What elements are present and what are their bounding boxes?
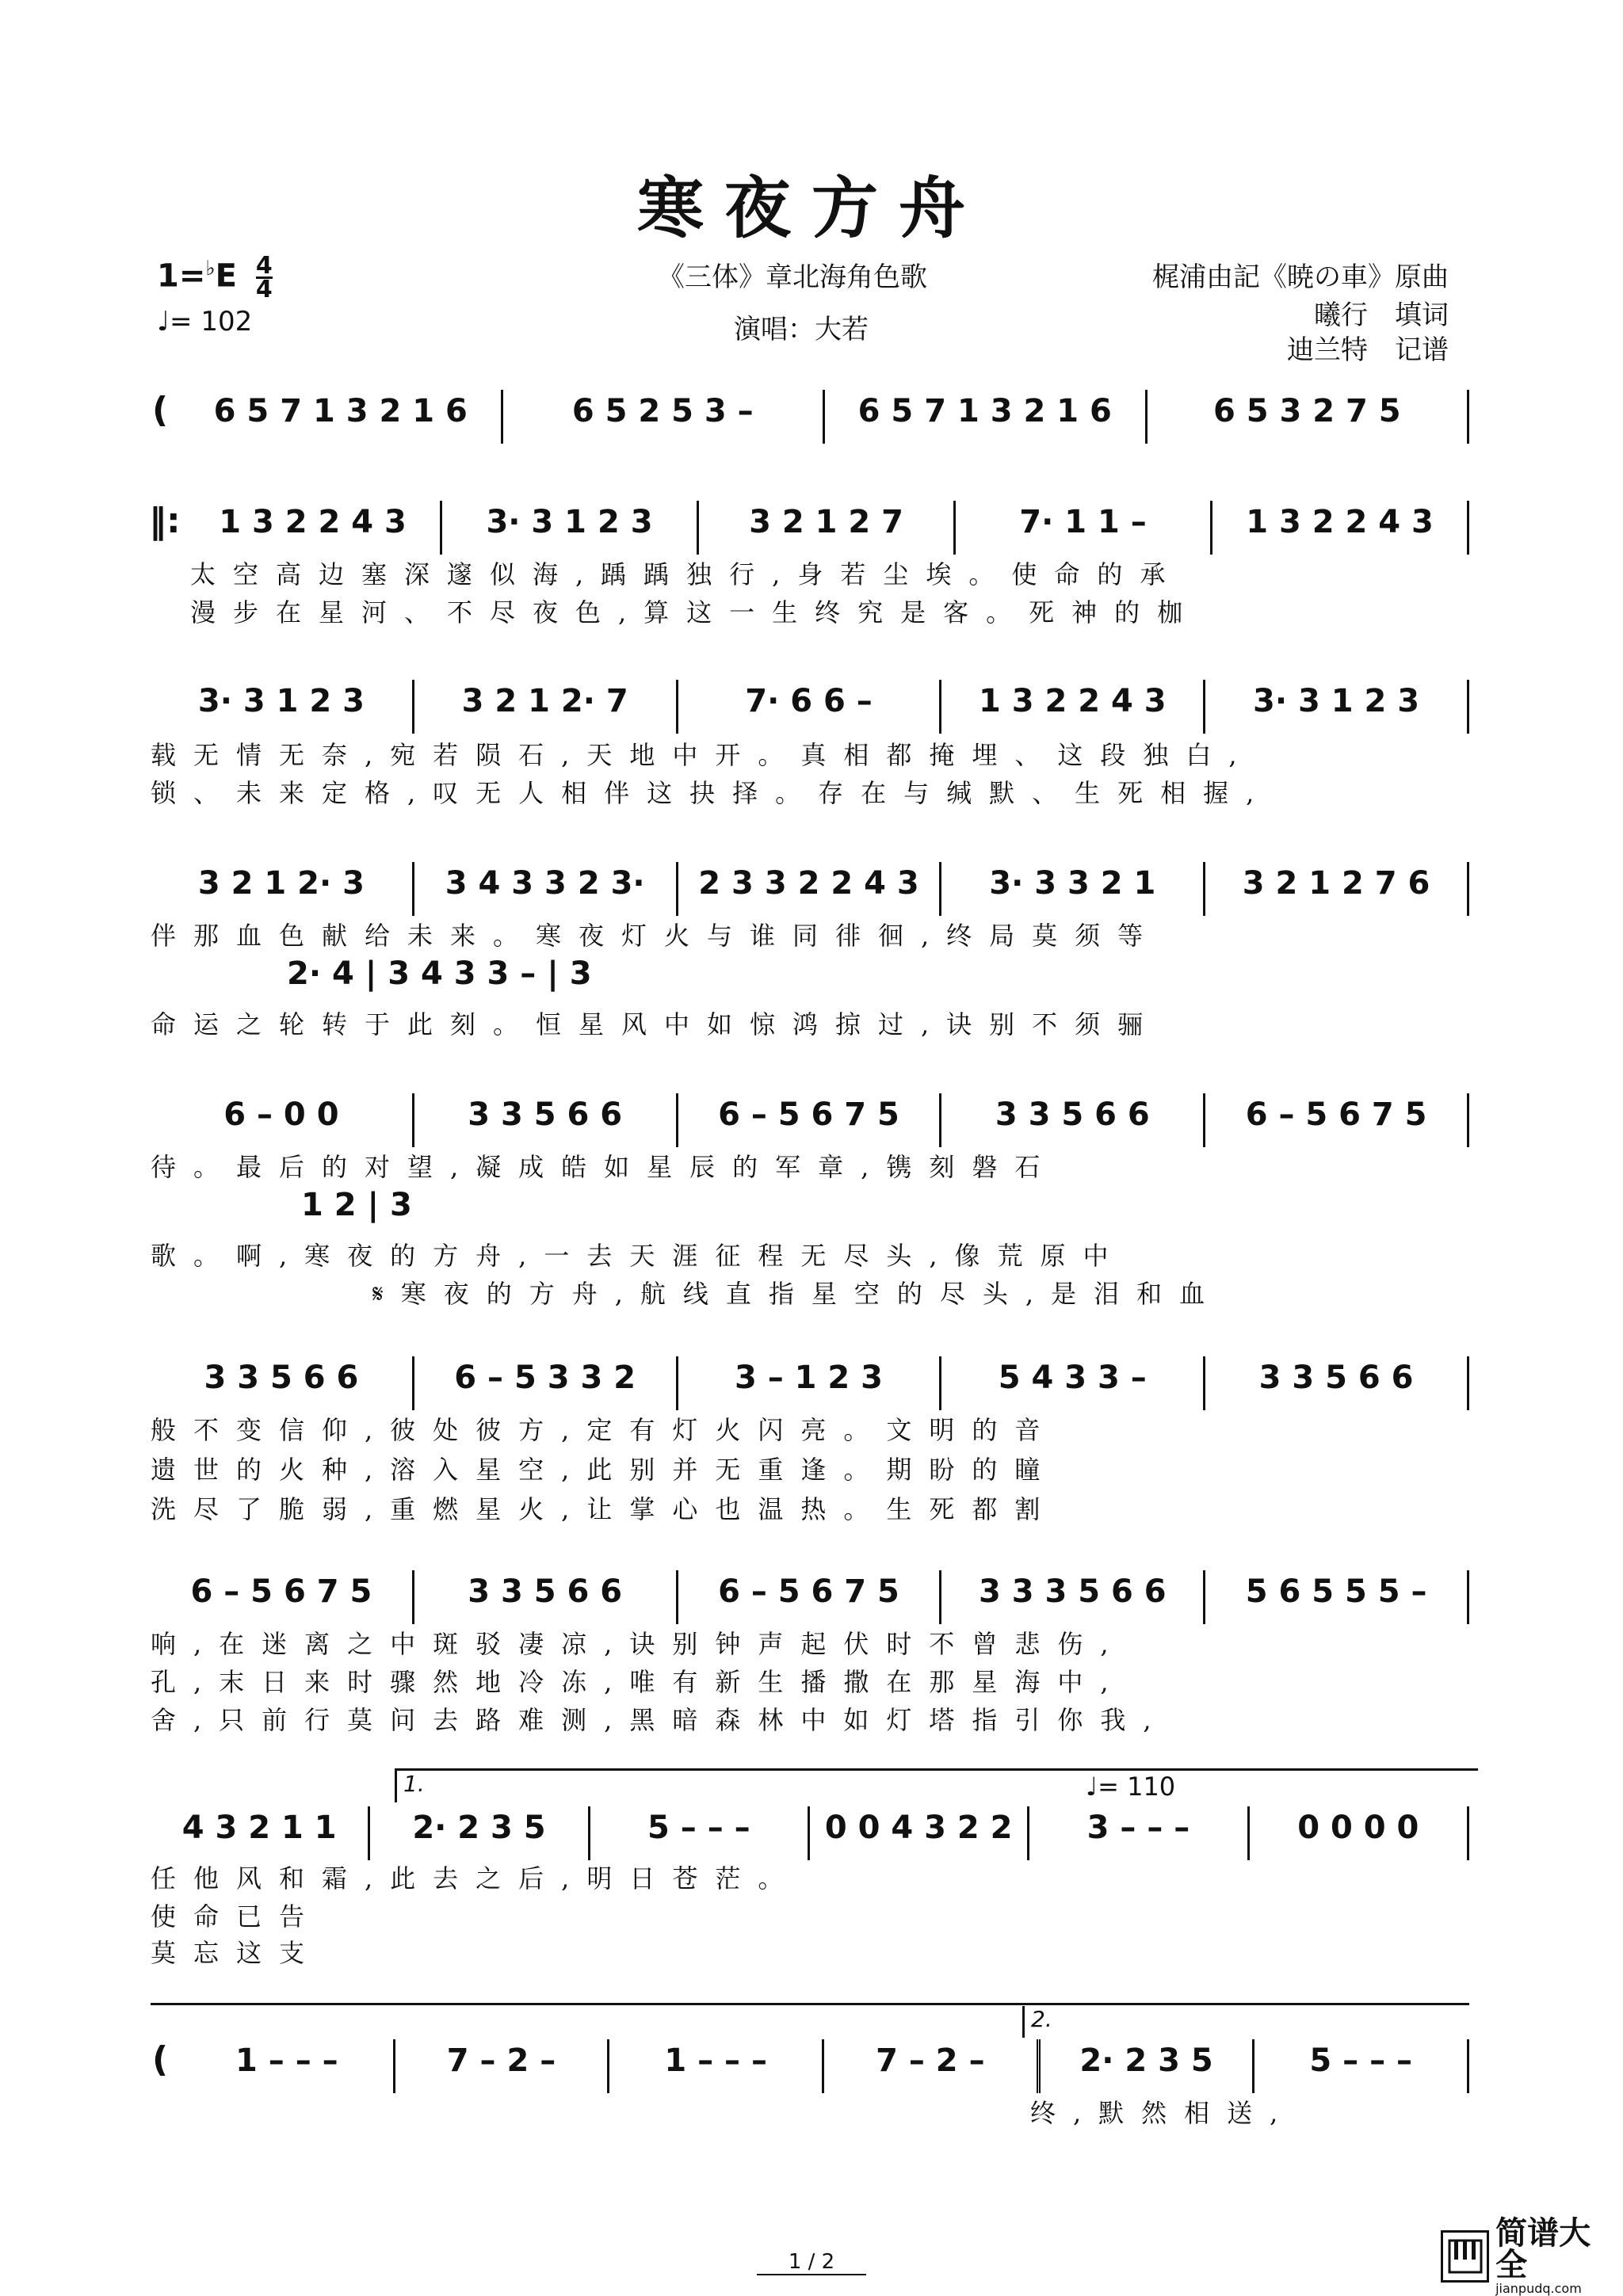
page-number-text: 1 / 2 bbox=[757, 2250, 866, 2275]
first-ending-bracket bbox=[395, 1768, 1478, 1802]
measure: 2· 2 3 5 bbox=[1041, 2039, 1255, 2093]
lyric-line: 漫步在星河、不尽夜色,算这一生终究是客。死神的枷 bbox=[190, 597, 1201, 627]
measure: 6 – 5 6 7 5 bbox=[678, 1093, 942, 1147]
quarter-note-icon: ♩ bbox=[1086, 1772, 1098, 1802]
system-4 bbox=[151, 862, 1469, 917]
measure: 4 3 2 1 1 bbox=[151, 1806, 370, 1860]
measure: 0 0 0 0 bbox=[1250, 1806, 1469, 1860]
measure: 7· 6 6 – bbox=[678, 680, 942, 734]
measure: 1 – – – bbox=[609, 2039, 824, 2093]
measure: 3 3 3 5 6 6 bbox=[941, 1570, 1205, 1624]
measure: 3 2 1 2 7 6 bbox=[1205, 862, 1469, 916]
key-note: E bbox=[215, 257, 237, 295]
measure: 1 3 2 2 4 3 bbox=[941, 680, 1205, 734]
volta-label: 2. bbox=[1031, 2006, 1052, 2032]
measure: 5 6 5 5 5 – bbox=[1205, 1570, 1469, 1624]
logo-name: 简谱大全 bbox=[1495, 2214, 1591, 2283]
lyric-line: 遗世的火种,溶入星空,此别并无重逢。期盼的瞳 bbox=[151, 1455, 1058, 1485]
measure: 3· 3 1 2 3 bbox=[1205, 680, 1469, 734]
measure: 6 – 5 3 3 2 bbox=[414, 1356, 678, 1410]
measure: 5 – – – bbox=[590, 1806, 810, 1860]
measure: 0 0 4 3 2 2 bbox=[810, 1806, 1029, 1860]
measure: 1 3 2 2 4 3 bbox=[1212, 501, 1469, 555]
piano-keys-icon bbox=[1441, 2230, 1489, 2283]
measure: 7 – 2 – bbox=[395, 2039, 610, 2093]
lyric-line: 载无情无奈,宛若陨石,天地中开。真相都掩埋、这段独白, bbox=[151, 740, 1254, 770]
time-bottom: 4 bbox=[255, 276, 273, 303]
intro-open-paren: ( bbox=[152, 390, 169, 430]
lyric-line: 舍,只前行莫问去路难测,黑暗森林中如灯塔指引你我, bbox=[151, 1705, 1169, 1735]
composer: 梶浦由記《暁の車》原曲 bbox=[1152, 261, 1449, 293]
measure: 6 – 0 0 bbox=[151, 1093, 414, 1147]
measure: 6 – 5 6 7 5 bbox=[151, 1570, 414, 1624]
volta-label: 1. bbox=[403, 1771, 425, 1797]
tempo-change-value: = 110 bbox=[1098, 1772, 1176, 1802]
key-signature bbox=[157, 252, 273, 303]
transcriber: 迪兰特 记谱 bbox=[1287, 334, 1449, 366]
measure: 7 – 2 – bbox=[824, 2039, 1041, 2093]
measure: 5 4 3 3 – bbox=[941, 1356, 1205, 1410]
lyricist: 曦行 填词 bbox=[1314, 299, 1449, 331]
system-5 bbox=[151, 1093, 1469, 1149]
measure: 5 – – – bbox=[1254, 2039, 1469, 2093]
quarter-note-icon: ♩ bbox=[157, 306, 170, 338]
lyric-line: 伴那血色献给未来。寒夜灯火与谁同徘徊,终局莫须等 bbox=[151, 921, 1161, 951]
lyric-line: 歌。啊,寒夜的方舟,一去天涯征程无尽头,像荒原中 bbox=[151, 1241, 1126, 1271]
lyric-line: 任他风和霜,此去之后,明日苍茫。 bbox=[151, 1863, 801, 1894]
flat-sign: ♭ bbox=[205, 257, 216, 281]
measure: 3 2 1 2 7 bbox=[699, 501, 956, 555]
measure: 1 3 2 2 4 3 bbox=[185, 501, 442, 555]
system-7 bbox=[151, 1570, 1469, 1626]
site-logo bbox=[1441, 2214, 1612, 2296]
measure: 3 2 1 2· 7 bbox=[414, 680, 678, 734]
system-9 bbox=[181, 2039, 1469, 2095]
lyric-line: 终,默然相送, bbox=[1030, 2098, 1296, 2128]
lyric-line: 锁、未来定格,叹无人相伴这抉择。存在与缄默、生死相握, bbox=[151, 778, 1272, 808]
measure: 3· 3 3 2 1 bbox=[941, 862, 1205, 916]
system-1 bbox=[181, 390, 1469, 445]
logo-url: jianpudq.com bbox=[1495, 2280, 1582, 2296]
page-number bbox=[0, 2250, 1623, 2274]
lyric-line: 𝄋寒夜的方舟,航线直指星空的尽头,是泪和血 bbox=[372, 1279, 1223, 1309]
lyric-line: 孔,末日来时骤然地冷冻,唯有新生播撒在那星海中, bbox=[151, 1667, 1126, 1697]
subtitle: 《三体》章北海角色歌 bbox=[658, 261, 927, 293]
lyric-line: 莫忘这支 bbox=[151, 1938, 323, 1968]
lyric-line: 响,在迷离之中斑驳凄凉,诀别钟声起伏时不曾悲伤, bbox=[151, 1629, 1126, 1659]
measure: 3· 3 1 2 3 bbox=[151, 680, 414, 734]
tempo-marking bbox=[157, 306, 252, 338]
measure: 7· 1 1 – bbox=[956, 501, 1212, 555]
score-title: 寒夜方舟 bbox=[636, 169, 986, 247]
measure: 3 3 5 6 6 bbox=[941, 1093, 1205, 1147]
lyric-line: 般不变信仰,彼处彼方,定有灯火闪亮。文明的音 bbox=[151, 1415, 1058, 1445]
measure: 1 – – – bbox=[181, 2039, 395, 2093]
measure: 6 5 2 5 3 – bbox=[503, 390, 826, 444]
lyric-line: 待。最后的对望,凝成皓如星辰的军章,镌刻磐石 bbox=[151, 1152, 1058, 1182]
measure: 3 3 5 6 6 bbox=[1205, 1356, 1469, 1410]
tempo-value: = 102 bbox=[170, 306, 253, 338]
measure: 3 – 1 2 3 bbox=[678, 1356, 942, 1410]
measure: 6 – 5 6 7 5 bbox=[678, 1570, 942, 1624]
time-top: 4 bbox=[255, 252, 273, 280]
lyric-line: 洗尽了脆弱,重燃星火,让掌心也温热。生死都割 bbox=[151, 1494, 1058, 1524]
measure: 3· 3 1 2 3 bbox=[442, 501, 699, 555]
tempo-change bbox=[1086, 1772, 1175, 1802]
repeat-start-sign: ‖: bbox=[149, 501, 181, 541]
alternate-notes: 2· 4 | 3 4 3 3 – | 3 bbox=[287, 955, 592, 992]
system-6 bbox=[151, 1356, 1469, 1412]
staff-divider-line bbox=[151, 2003, 1469, 2005]
measure: 3 3 5 6 6 bbox=[151, 1356, 414, 1410]
measure: 6 – 5 6 7 5 bbox=[1205, 1093, 1469, 1147]
measure: 3 3 5 6 6 bbox=[414, 1093, 678, 1147]
second-ending-bracket bbox=[1022, 2006, 1478, 2038]
lyric-line: 太空高边塞深邃似海,踽踽独行,身若尘埃。使命的承 bbox=[190, 559, 1183, 589]
singer: 演唱：大若 bbox=[734, 314, 869, 345]
measure: 2 3 3 2 2 4 3 bbox=[678, 862, 942, 916]
measure: 2· 2 3 5 bbox=[370, 1806, 590, 1860]
system-8 bbox=[151, 1806, 1469, 1862]
measure: 6 5 7 1 3 2 1 6 bbox=[825, 390, 1148, 444]
alternate-notes: 1 2 | 3 bbox=[301, 1187, 412, 1223]
measure: 6 5 7 1 3 2 1 6 bbox=[181, 390, 503, 444]
key-prefix: 1= bbox=[157, 257, 206, 295]
system-3 bbox=[151, 680, 1469, 735]
measure: 3 – – – bbox=[1029, 1806, 1249, 1860]
measure: 3 4 3 3 2 3· bbox=[414, 862, 678, 916]
lyric-line: 使命已告 bbox=[151, 1901, 323, 1932]
measure: 3 3 5 6 6 bbox=[414, 1570, 678, 1624]
interlude-open-paren: ( bbox=[152, 2039, 169, 2080]
logo-text-block bbox=[1495, 2214, 1612, 2296]
system-2 bbox=[185, 501, 1469, 556]
measure: 6 5 3 2 7 5 bbox=[1148, 390, 1470, 444]
measure: 3 2 1 2· 3 bbox=[151, 862, 414, 916]
lyric-line: 命运之轮转于此刻。恒星风中如惊鸿掠过,诀别不须骊 bbox=[151, 1009, 1161, 1039]
time-signature bbox=[255, 252, 273, 303]
